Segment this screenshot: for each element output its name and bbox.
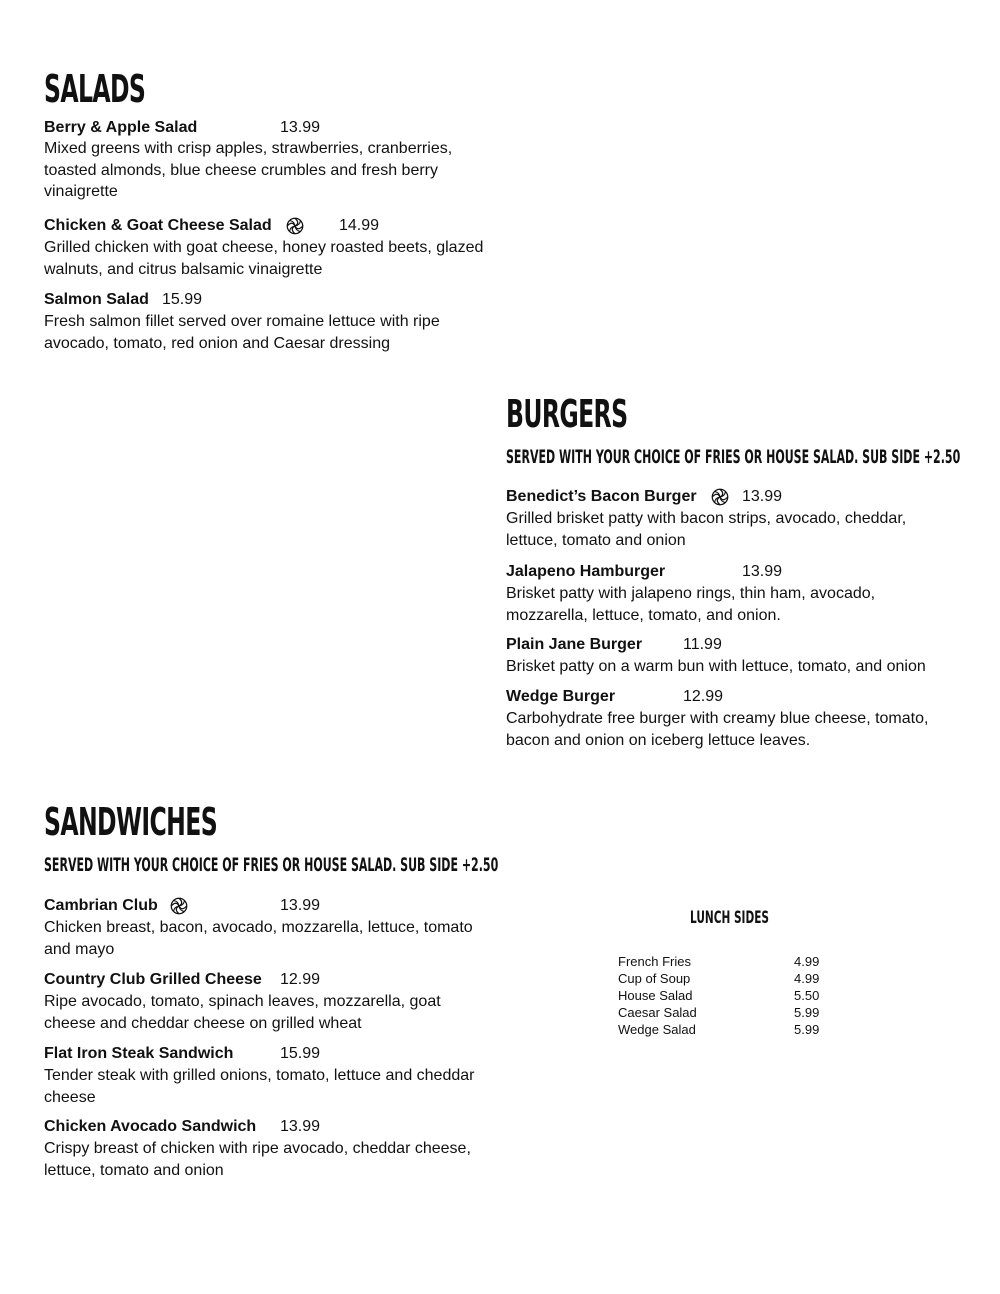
swirl-icon bbox=[711, 488, 729, 506]
item-price: 13.99 bbox=[280, 119, 321, 136]
side-row bbox=[618, 1004, 858, 1021]
item-name: Cambrian Club bbox=[44, 897, 158, 914]
item-description: Mixed greens with crisp apples, strawberries, cranberries, toasted almonds, blue cheese crumbles and fresh berry vinaigrette bbox=[44, 140, 453, 200]
item-price: 15.99 bbox=[162, 291, 203, 308]
side-price: 5.99 bbox=[794, 1022, 820, 1037]
sandwiches-section bbox=[44, 800, 514, 1193]
item-description: Ripe avocado, tomato, spinach leaves, mozzarella, goat cheese and cheddar cheese on grilled wheat bbox=[44, 993, 441, 1032]
salads-title: SALADS bbox=[44, 67, 146, 111]
menu-item-header bbox=[506, 635, 722, 655]
side-price: 5.50 bbox=[794, 988, 820, 1003]
item-name: Chicken & Goat Cheese Salad bbox=[44, 217, 272, 234]
burgers-title: BURGERS bbox=[506, 392, 628, 436]
swirl-icon bbox=[170, 897, 188, 915]
item-price: 13.99 bbox=[280, 897, 321, 914]
item-description: Brisket patty with jalapeno rings, thin ham, avocado, mozzarella, lettuce, tomato, and onion. bbox=[506, 585, 876, 624]
menu-item-header bbox=[44, 290, 203, 310]
item-description: Brisket patty on a warm bun with lettuce, tomato, and onion bbox=[506, 658, 926, 675]
item-description: Carbohydrate free burger with creamy blue cheese, tomato, bacon and onion on iceberg lettuce leaves. bbox=[506, 710, 929, 749]
swirl-icon bbox=[286, 217, 304, 235]
menu-item-header bbox=[506, 562, 783, 582]
menu-item-header bbox=[506, 687, 724, 707]
item-name: Wedge Burger bbox=[506, 688, 616, 705]
sandwiches-title: SANDWICHES bbox=[44, 800, 218, 844]
side-row bbox=[618, 987, 858, 1004]
item-price: 14.99 bbox=[339, 217, 380, 234]
side-name: French Fries bbox=[618, 954, 691, 969]
salads-section bbox=[44, 67, 504, 360]
side-row bbox=[618, 970, 858, 987]
menu-item-header bbox=[44, 1117, 321, 1137]
side-name: Wedge Salad bbox=[618, 1022, 696, 1037]
sandwiches-subtitle: SERVED WITH YOUR CHOICE OF FRIES OR HOUSE SALAD. SUB SIDE +2.50 bbox=[44, 854, 499, 876]
item-name: Flat Iron Steak Sandwich bbox=[44, 1045, 234, 1062]
burgers-subtitle: SERVED WITH YOUR CHOICE OF FRIES OR HOUSE SALAD. SUB SIDE +2.50 bbox=[506, 446, 961, 468]
side-price: 4.99 bbox=[794, 971, 820, 986]
item-price: 11.99 bbox=[683, 636, 722, 653]
lunch-sides-title: LUNCH SIDES bbox=[690, 908, 770, 928]
item-price: 12.99 bbox=[683, 688, 724, 705]
side-name: Cup of Soup bbox=[618, 971, 691, 986]
item-name: Berry & Apple Salad bbox=[44, 119, 198, 136]
item-name: Jalapeno Hamburger bbox=[506, 563, 666, 580]
side-price: 4.99 bbox=[794, 954, 820, 969]
side-price: 5.99 bbox=[794, 1005, 820, 1020]
menu-item-header bbox=[44, 1044, 321, 1064]
item-price: 15.99 bbox=[280, 1045, 321, 1062]
menu-item-header bbox=[44, 970, 321, 990]
side-name: House Salad bbox=[618, 988, 693, 1003]
menu-item-header bbox=[506, 487, 783, 507]
side-name: Caesar Salad bbox=[618, 1005, 697, 1020]
item-name: Country Club Grilled Cheese bbox=[44, 971, 262, 988]
item-description: Grilled chicken with goat cheese, honey roasted beets, glazed walnuts, and citrus balsamic vinaigrette bbox=[44, 239, 484, 278]
item-name: Salmon Salad bbox=[44, 291, 149, 308]
item-description: Fresh salmon fillet served over romaine lettuce with ripe avocado, tomato, red onion and Caesar dressing bbox=[44, 313, 440, 352]
item-description: Tender steak with grilled onions, tomato, lettuce and cheddar cheese bbox=[44, 1067, 475, 1106]
item-name: Plain Jane Burger bbox=[506, 636, 643, 653]
lunch-sides-section bbox=[618, 910, 858, 1040]
menu-item-header bbox=[44, 216, 380, 236]
menu-item-header bbox=[44, 118, 321, 138]
menu-item-header bbox=[44, 896, 321, 916]
item-price: 13.99 bbox=[742, 563, 783, 580]
item-price: 13.99 bbox=[742, 488, 783, 505]
item-price: 12.99 bbox=[280, 971, 321, 988]
item-description: Grilled brisket patty with bacon strips, avocado, cheddar, lettuce, tomato and onion bbox=[506, 510, 907, 549]
item-name: Benedict’s Bacon Burger bbox=[506, 488, 697, 505]
item-description: Chicken breast, bacon, avocado, mozzarella, lettuce, tomato and mayo bbox=[44, 919, 473, 958]
item-price: 13.99 bbox=[280, 1118, 321, 1135]
side-row bbox=[618, 953, 858, 970]
side-row bbox=[618, 1021, 858, 1038]
item-name: Chicken Avocado Sandwich bbox=[44, 1118, 257, 1135]
burgers-section bbox=[506, 392, 976, 755]
item-description: Crispy breast of chicken with ripe avocado, cheddar cheese, lettuce, tomato and onion bbox=[44, 1140, 471, 1179]
